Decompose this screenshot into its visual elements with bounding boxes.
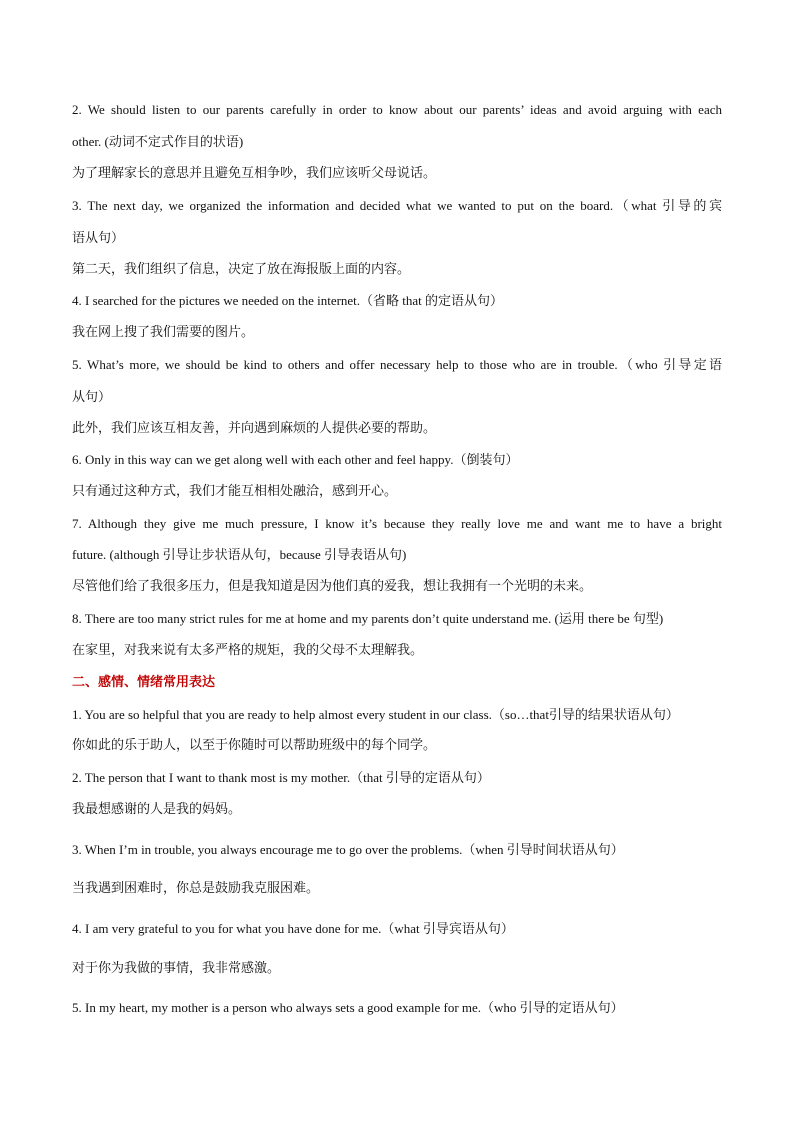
sentence-3-english-line2: 语从句） bbox=[72, 230, 125, 245]
sentence-4-english: 4. I searched for the pictures we needed on the internet.（省略 that 的定语从句） bbox=[72, 293, 504, 308]
sentence-5-chinese: 此外，我们应该互相友善，并向遇到麻烦的人提供必要的帮助。 bbox=[72, 421, 437, 436]
section2-sentence-1-chinese: 你如此的乐于助人，以至于你随时可以帮助班级中的每个同学。 bbox=[72, 738, 437, 753]
sentence-7-chinese: 尽管他们给了我很多压力，但是我知道是因为他们真的爱我，想让我拥有一个光明的未来。 bbox=[72, 579, 593, 594]
sentence-3-english-line1: 3. The next day, we organized the information and decided what we wanted to put on the board.（what 引导的宾 bbox=[72, 198, 722, 213]
sentence-2-chinese: 为了理解家长的意思并且避免互相争吵，我们应该听父母说话。 bbox=[72, 166, 437, 181]
sentence-8-chinese: 在家里，对我来说有太多严格的规矩，我的父母不太理解我。 bbox=[72, 643, 424, 658]
section2-sentence-4-english: 4. I am very grateful to you for what you have done for me.（what 引导宾语从句） bbox=[72, 921, 514, 936]
sentence-7-english-line1: 7. Although they give me much pressure, I know it’s because they really love me and want me to have a bright bbox=[72, 516, 722, 531]
sentence-7-english-line2: future. (although 引导让步状语从句，because 引导表语从句) bbox=[72, 547, 407, 562]
sentence-2-english-line2: other. (动词不定式作目的状语) bbox=[72, 134, 244, 149]
section2-sentence-4-chinese: 对于你为我做的事情，我非常感激。 bbox=[72, 961, 281, 976]
section2-sentence-1-english: 1. You are so helpful that you are ready to help almost every student in our class.（so…that引导的结果状语从句） bbox=[72, 707, 679, 722]
sentence-6-english: 6. Only in this way can we get along well with each other and feel happy.（倒装句） bbox=[72, 452, 519, 467]
section2-sentence-3-chinese: 当我遇到困难时，你总是鼓励我克服困难。 bbox=[72, 881, 320, 896]
sentence-6-chinese: 只有通过这种方式，我们才能互相相处融洽，感到开心。 bbox=[72, 484, 398, 499]
sentence-8-english: 8. There are too many strict rules for me at home and my parents don’t quite understand me. (运用 there be 句型) bbox=[72, 611, 664, 626]
section2-sentence-3-english: 3. When I’m in trouble, you always encourage me to go over the problems.（when 引导时间状语从句） bbox=[72, 842, 624, 857]
sentence-2-english-line1: 2. We should listen to our parents carefully in order to know about our parents’ ideas and avoid arguing with each bbox=[72, 102, 722, 117]
section2-sentence-5-english: 5. In my heart, my mother is a person who always sets a good example for me.（who 引导的定语从句） bbox=[72, 1000, 624, 1015]
section-heading: 二、感情、情绪常用表达 bbox=[72, 675, 216, 690]
section2-sentence-2-chinese: 我最想感谢的人是我的妈妈。 bbox=[72, 802, 242, 817]
sentence-3-chinese: 第二天，我们组织了信息，决定了放在海报版上面的内容。 bbox=[72, 262, 411, 277]
section2-sentence-2-english: 2. The person that I want to thank most is my mother.（that 引导的定语从句） bbox=[72, 770, 490, 785]
sentence-4-chinese: 我在网上搜了我们需要的图片。 bbox=[72, 325, 255, 340]
sentence-5-english-line1: 5. What’s more, we should be kind to others and offer necessary help to those who are in trouble.（who 引导定语 bbox=[72, 357, 722, 372]
sentence-5-english-line2: 从句） bbox=[72, 389, 112, 404]
